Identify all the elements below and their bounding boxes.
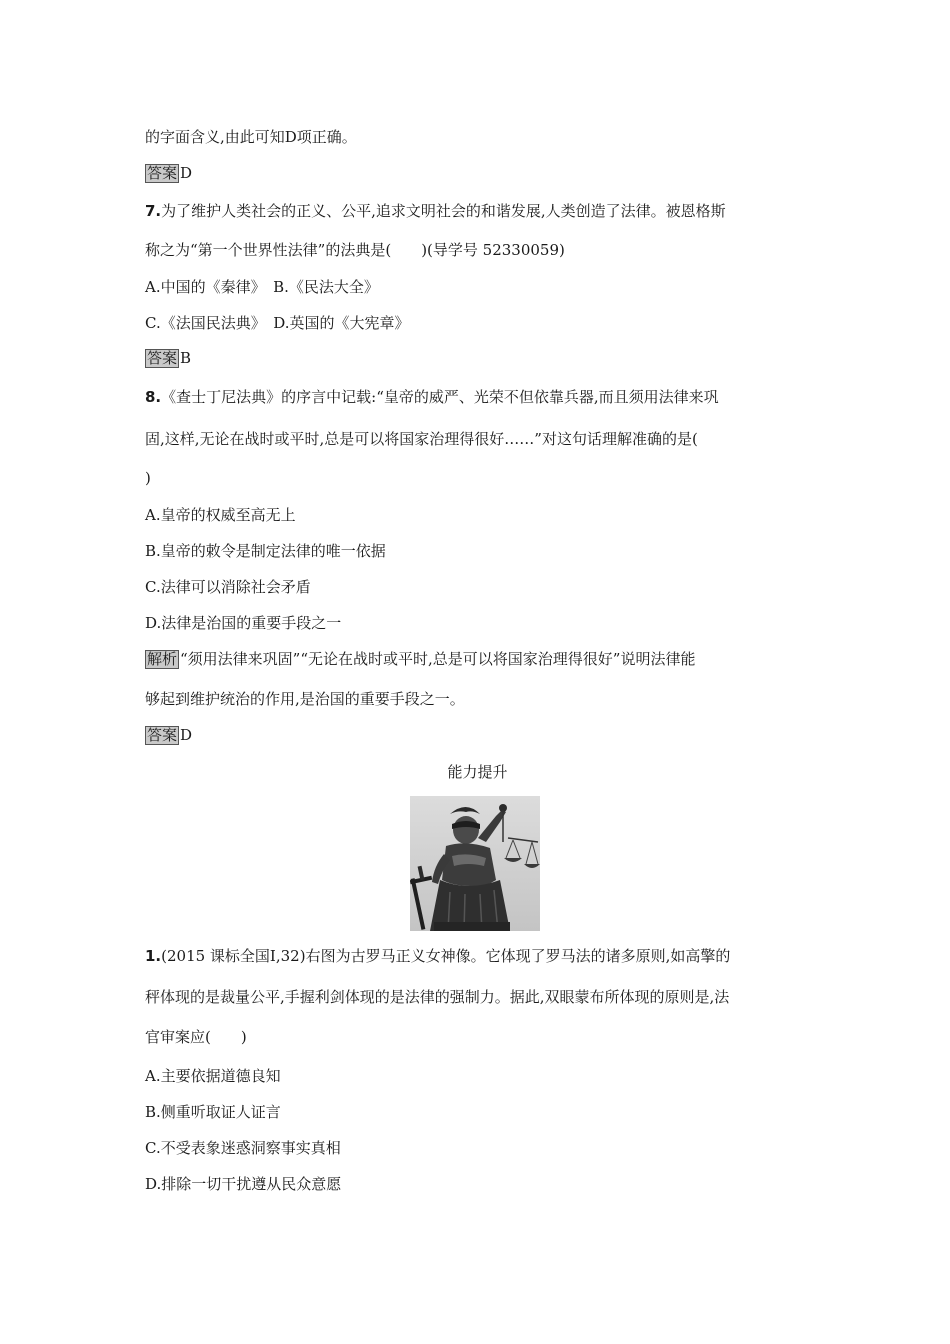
section-heading: 能力提升 — [447, 763, 508, 781]
justice-statue-image — [410, 796, 540, 931]
q7-options-row2: C.《法国民法典》 D.英国的《大宪章》 — [145, 314, 410, 332]
q8-stem-line2: 固,这样,无论在战时或平时,总是可以将国家治理得很好……”对这句话理解准确的是( — [145, 430, 698, 448]
q8-answer — [145, 725, 192, 745]
q8-option-b: B.皇帝的敕令是制定法律的唯一依据 — [145, 542, 386, 560]
p1-stem-line1 — [145, 946, 730, 966]
q8-stem-line1 — [145, 387, 719, 407]
q8-analysis-line2: 够起到维护统治的作用,是治国的重要手段之一。 — [145, 690, 465, 708]
q7-line1-text: 为了维护人类社会的正义、公平,追求文明社会的和谐发展,人类创造了法律。被恩格斯 — [161, 202, 726, 220]
q6-text-tail: 的字面含义,由此可知D项正确。 — [145, 128, 357, 146]
q7-answer — [145, 348, 191, 368]
question-number: 7. — [145, 202, 162, 220]
q7-stem-line2: 称之为“第一个世界性法律”的法典是( )(导学号 52330059) — [145, 241, 565, 259]
p1-line1-text: (2015 课标全国Ⅰ,32)右图为古罗马正义女神像。它体现了罗马法的诸多原则,如高擎的 — [161, 947, 731, 965]
q8-option-a: A.皇帝的权威至高无上 — [145, 506, 296, 524]
analysis-tag: 解析 — [147, 650, 178, 668]
q8-stem-line3: ) — [145, 469, 151, 487]
analysis-text: “须用法律来巩固”“无论在战时或平时,总是可以将国家治理得很好”说明法律能 — [180, 650, 696, 668]
question-number: 8. — [145, 388, 162, 406]
p1-option-d: D.排除一切干扰遵从民众意愿 — [145, 1175, 342, 1193]
answer-value: B — [180, 349, 192, 367]
q8-option-d: D.法律是治国的重要手段之一 — [145, 614, 342, 632]
q7-stem-line1 — [145, 201, 726, 221]
p1-option-a: A.主要依据道德良知 — [145, 1067, 281, 1085]
p1-option-b: B.侧重听取证人证言 — [145, 1103, 281, 1121]
answer-value: D — [180, 164, 193, 182]
p1-option-c: C.不受表象迷惑洞察事实真相 — [145, 1139, 341, 1157]
q7-options-row1: A.中国的《秦律》 B.《民法大全》 — [145, 278, 379, 296]
question-number: 1. — [145, 947, 162, 965]
answer-tag: 答案 — [147, 349, 178, 367]
answer-tag: 答案 — [147, 726, 178, 744]
justice-statue-illustration — [410, 796, 540, 931]
q8-analysis-line1 — [145, 649, 695, 669]
answer-value: D — [180, 726, 193, 744]
q8-option-c: C.法律可以消除社会矛盾 — [145, 578, 311, 596]
p1-stem-line2: 秤体现的是裁量公平,手握利剑体现的是法律的强制力。据此,双眼蒙布所体现的原则是,法 — [145, 988, 730, 1006]
q6-answer — [145, 163, 192, 183]
answer-tag: 答案 — [147, 164, 178, 182]
q8-line1-text: 《查士丁尼法典》的序言中记载:“皇帝的威严、光荣不但依靠兵器,而且须用法律来巩 — [161, 388, 719, 406]
p1-stem-line3: 官审案应( ) — [145, 1028, 247, 1046]
